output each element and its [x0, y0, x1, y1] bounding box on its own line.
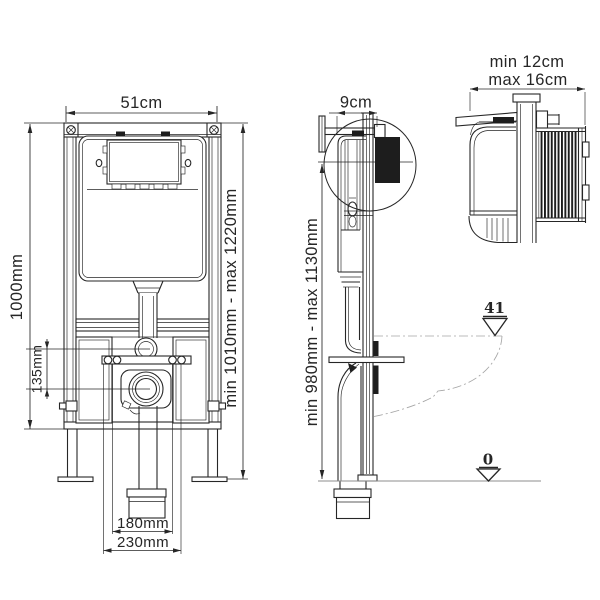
drain-body — [337, 498, 370, 519]
side-lug — [66, 401, 77, 411]
pan-bracket-bar — [329, 357, 404, 363]
adjustable-sleeve-hatch — [539, 132, 579, 219]
detail-view — [456, 53, 589, 243]
level-marker-triangle-icon — [477, 469, 500, 481]
pan-fixing-bolt-icon — [113, 356, 121, 364]
foot-plate — [192, 477, 227, 482]
front-height-label: 1000mm — [7, 253, 26, 321]
wc-bowl-outline — [374, 336, 502, 417]
front-install-height-label: min 1010mm - max 1220mm — [221, 188, 240, 408]
recess-min-label: min 12cm — [489, 53, 565, 71]
rail-cap — [513, 94, 540, 102]
drain-collar — [127, 489, 166, 497]
floor-marker-label: 0 — [482, 450, 494, 469]
detail-cistern — [469, 117, 517, 243]
side-install-height-label: min 980mm - max 1130mm — [302, 217, 321, 427]
side-lug — [208, 401, 219, 411]
front-cistern — [79, 132, 206, 294]
rail-foot — [358, 475, 377, 481]
pan-fixing-bolt-icon — [104, 356, 112, 364]
pan-fixing-bolt-icon — [178, 356, 186, 364]
fixing-stud — [374, 341, 379, 356]
outlet-offset-label: 135mm — [28, 344, 45, 394]
adjustable-sleeve — [375, 137, 400, 183]
pan-fixing-bolt-icon — [169, 356, 177, 364]
access-panel — [107, 140, 181, 184]
recess-max-label: max 16cm — [488, 71, 568, 89]
bowl-height-marker-label: 41 — [484, 299, 505, 317]
front-width-label: 51cm — [120, 94, 163, 112]
sleeve-clip — [583, 142, 590, 157]
front-view — [8, 94, 248, 554]
side-depth-label: 9cm — [339, 93, 373, 112]
side-dimensions — [303, 94, 377, 480]
level-marker-triangle-icon — [483, 319, 507, 336]
drain-collar — [334, 489, 371, 498]
fixing-outer-spacing-label: 230mm — [116, 534, 170, 551]
side-view — [303, 94, 541, 519]
side-frame — [318, 113, 413, 475]
side-cistern — [338, 131, 366, 354]
foot-plate — [58, 477, 93, 482]
floor-and-bowl-reference — [318, 299, 541, 481]
detail-rail — [513, 94, 540, 243]
sleeve-clip — [583, 185, 590, 200]
detail-sleeve — [536, 126, 589, 223]
fixing-stud — [374, 366, 379, 395]
fixing-spacing-label: 180mm — [116, 515, 170, 532]
